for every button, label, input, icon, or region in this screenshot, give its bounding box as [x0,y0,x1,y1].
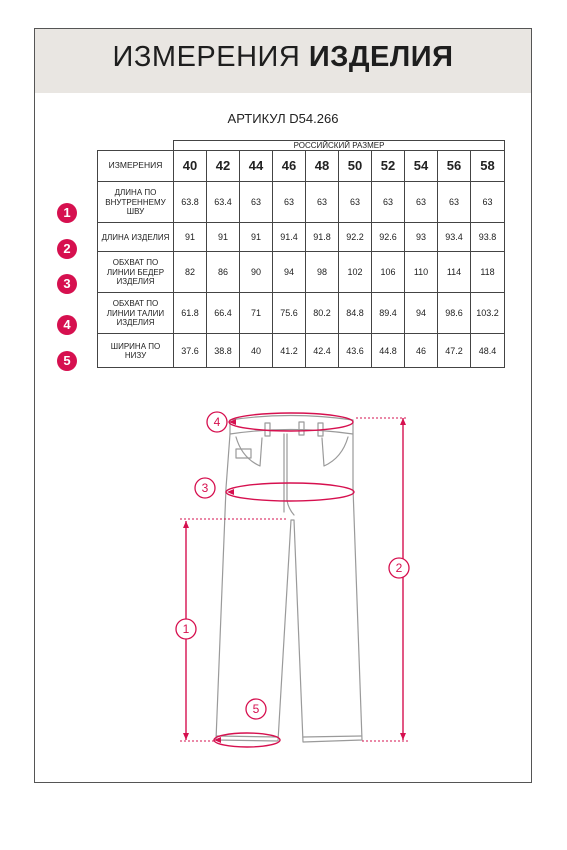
row-label: ДЛИНА ПО ВНУТРЕННЕМУ ШВУ [98,182,174,223]
title-light: ИЗМЕРЕНИЯ [112,41,301,73]
table-cell: 63 [339,182,372,223]
table-cell: 63.4 [207,182,240,223]
measure-header: ИЗМЕРЕНИЯ [98,151,174,182]
row-label: ДЛИНА ИЗДЕЛИЯ [98,223,174,252]
marker-5-label: 5 [252,702,260,716]
row-number-badge: 2 [57,239,77,259]
table-cell: 94 [405,293,438,334]
table-cell: 93 [405,223,438,252]
table-cell: 106 [372,252,405,293]
table-cell: 61.8 [174,293,207,334]
marker-3-label: 3 [201,481,209,495]
table-cell: 114 [438,252,471,293]
size-header: 50 [339,151,372,182]
row-number-badge: 1 [57,203,77,223]
table-cell: 110 [405,252,438,293]
table-cell: 46 [405,334,438,368]
table-cell: 37.6 [174,334,207,368]
article-number: АРТИКУЛ D54.266 [227,111,339,126]
belt-loop [299,422,304,435]
table-cell: 89.4 [372,293,405,334]
table-cell: 91 [240,223,273,252]
table-cell: 63 [405,182,438,223]
table-cell: 90 [240,252,273,293]
size-header: 56 [438,151,471,182]
table-cell: 40 [240,334,273,368]
size-header: 58 [471,151,505,182]
table-cell: 48.4 [471,334,505,368]
table-cell: 63 [306,182,339,223]
row-label: ОБХВАТ ПО ЛИНИИ БЕДЕР ИЗДЕЛИЯ [98,252,174,293]
table-cell: 98 [306,252,339,293]
size-header: 48 [306,151,339,182]
table-cell: 75.6 [273,293,306,334]
row-number-badge: 3 [57,274,77,294]
table-cell: 66.4 [207,293,240,334]
size-header: 54 [405,151,438,182]
table-cell: 38.8 [207,334,240,368]
marker-1-label: 1 [182,622,190,636]
row-number-badge: 4 [57,315,77,335]
table-cell: 63 [471,182,505,223]
table-cell: 103.2 [471,293,505,334]
size-header: 40 [174,151,207,182]
table-cell: 86 [207,252,240,293]
table-cell: 42.4 [306,334,339,368]
row-label: ШИРИНА ПО НИЗУ [98,334,174,368]
marker-4-label: 4 [213,415,221,429]
russian-size-header: РОССИЙСКИЙ РАЗМЕР [174,141,505,151]
row-number-badge: 5 [57,351,77,371]
size-header: 42 [207,151,240,182]
table-cell: 92.6 [372,223,405,252]
table-cell: 82 [174,252,207,293]
table-cell: 44.8 [372,334,405,368]
table-cell: 63 [438,182,471,223]
table-cell: 91.8 [306,223,339,252]
table-cell: 93.4 [438,223,471,252]
table-cell: 92.2 [339,223,372,252]
table-cell: 43.6 [339,334,372,368]
table-cell: 47.2 [438,334,471,368]
marker-2-label: 2 [395,561,403,575]
row-label: ОБХВАТ ПО ЛИНИИ ТАЛИИ ИЗДЕЛИЯ [98,293,174,334]
table-cell: 71 [240,293,273,334]
table-cell: 63 [273,182,306,223]
table-cell: 63.8 [174,182,207,223]
size-header: 46 [273,151,306,182]
size-header: 52 [372,151,405,182]
table-cell: 98.6 [438,293,471,334]
table-cell: 63 [240,182,273,223]
table-cell: 102 [339,252,372,293]
table-cell: 91 [174,223,207,252]
table-cell: 91 [207,223,240,252]
hip-measure-ellipse [226,483,354,501]
table-cell: 63 [372,182,405,223]
table-cell: 41.2 [273,334,306,368]
table-cell: 84.8 [339,293,372,334]
table-cell: 93.8 [471,223,505,252]
table-cell: 118 [471,252,505,293]
table-cell: 91.4 [273,223,306,252]
table-cell: 80.2 [306,293,339,334]
size-header: 44 [240,151,273,182]
title-bold: ИЗДЕЛИЯ [308,41,454,73]
table-cell: 94 [273,252,306,293]
